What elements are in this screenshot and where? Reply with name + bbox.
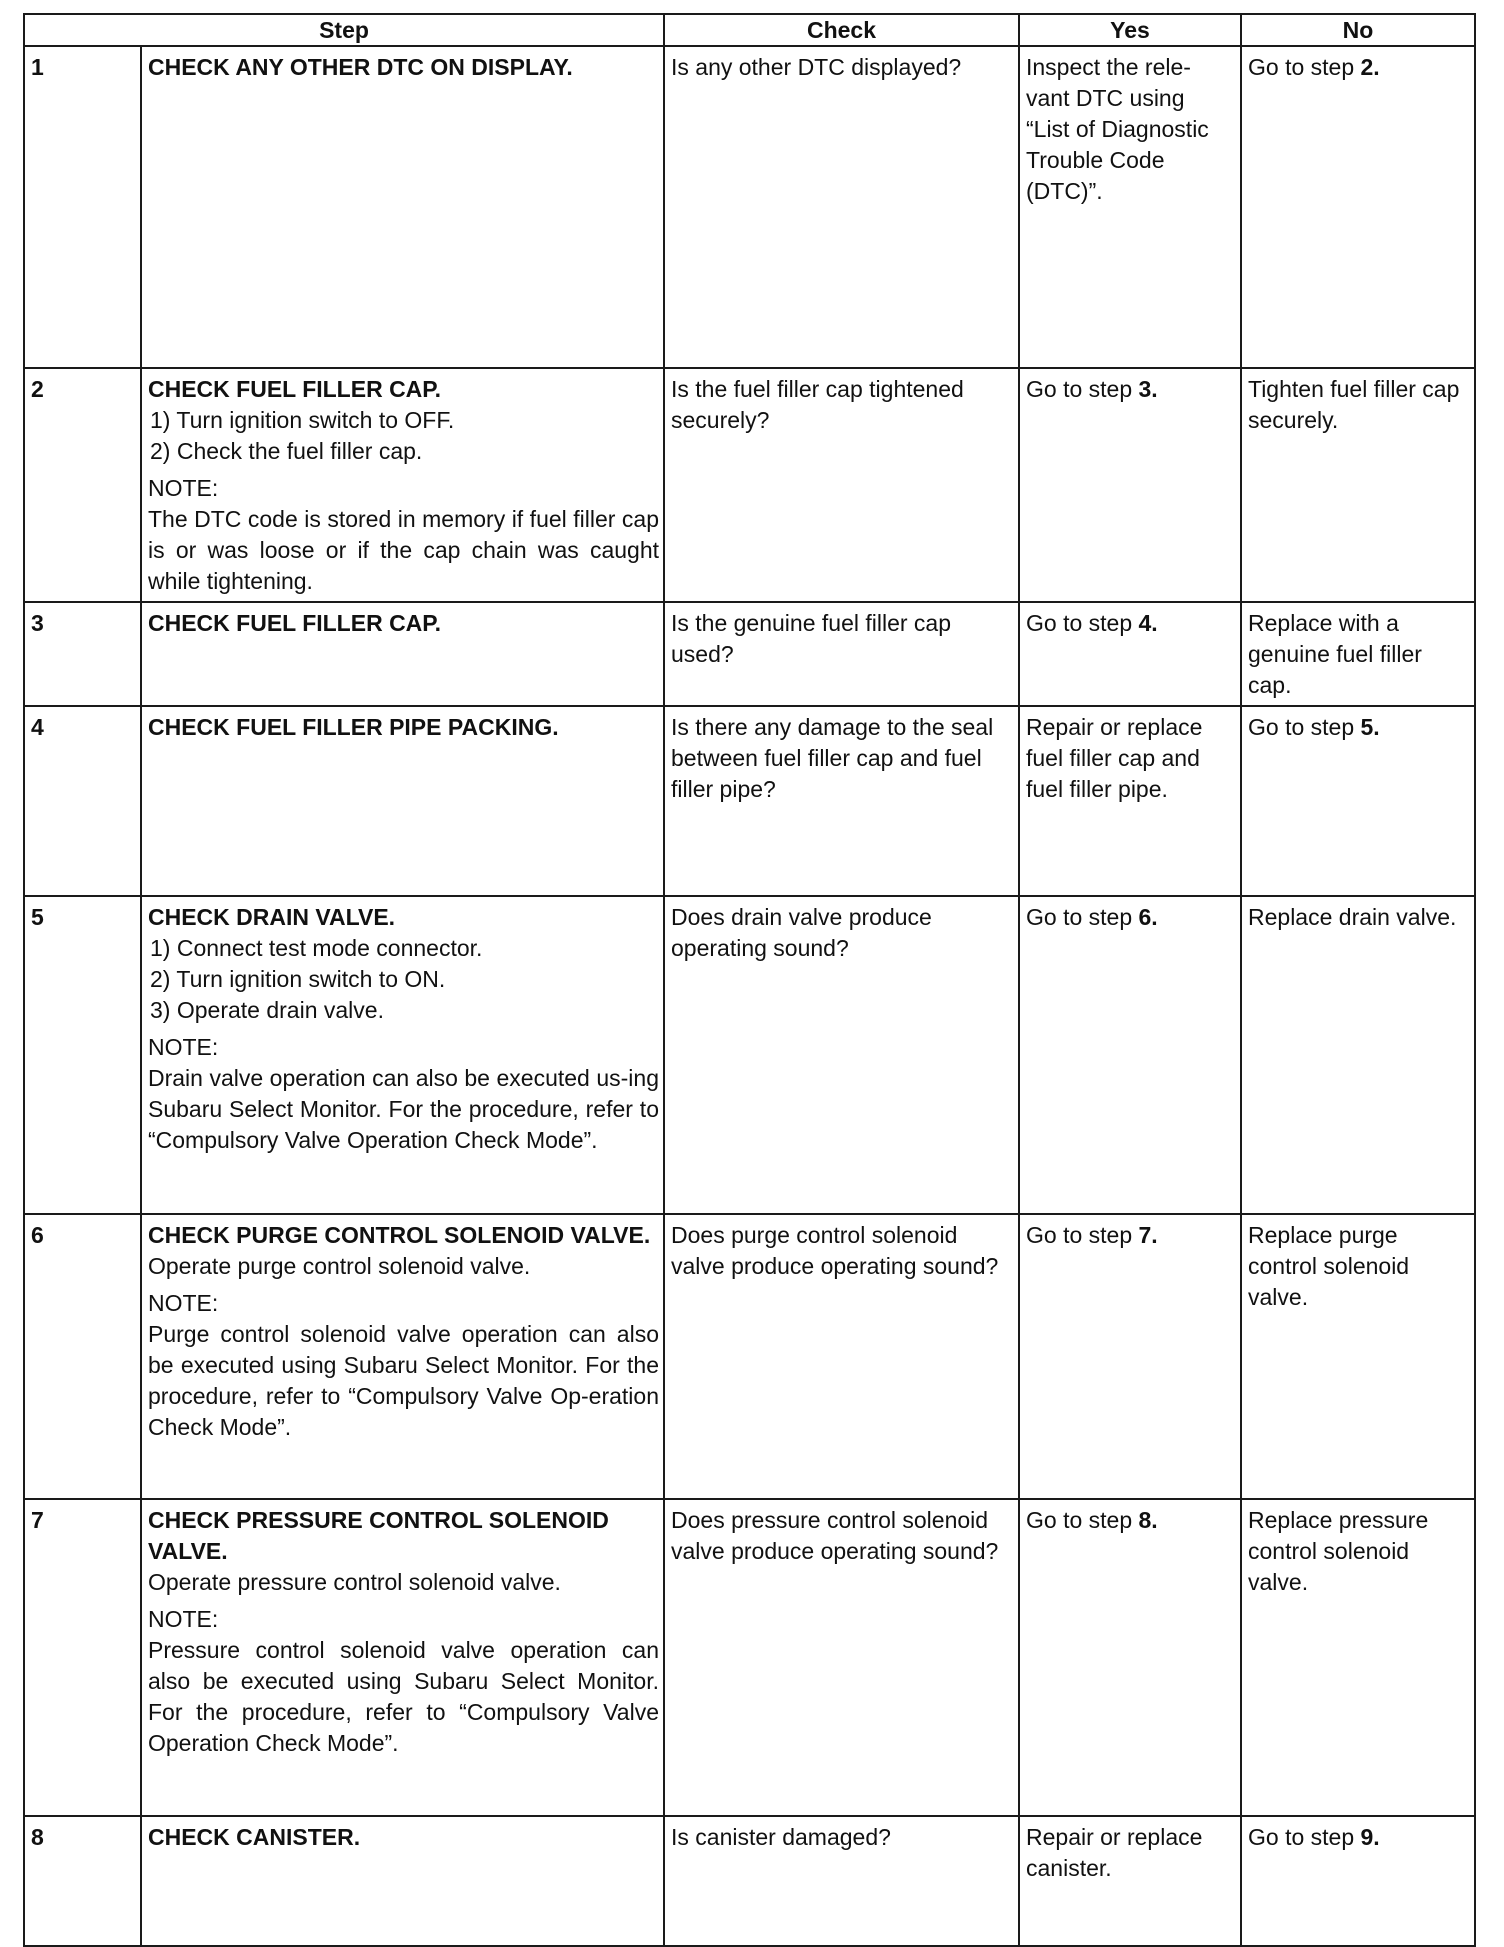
yes-text: Inspect the rele-vant DTC using “List of Diagnostic Trouble Code (DTC)”. [1026,54,1209,204]
step-number: 6 [24,1214,141,1499]
table-row [24,46,1475,368]
yes-cell [1019,1214,1241,1499]
yes-cell [1019,368,1241,602]
substep: 2) Check the fuel filler cap. [150,438,423,464]
note-text: Pressure control solenoid valve operation can also be executed using Subaru Select Monitor. For the procedure, refer to “Compulsory Valve Operation Check Mode”. [148,1637,659,1756]
no-text: Go to step [1248,54,1361,80]
diagnostic-table [23,13,1476,1947]
note-label: NOTE: [148,1290,219,1316]
yes-text: Go to step [1026,376,1139,402]
step-title: CHECK FUEL FILLER PIPE PACKING. [148,714,559,740]
step-description: Operate pressure control solenoid valve. [148,1569,561,1595]
yes-text: Go to step [1026,610,1139,636]
step-title: CHECK FUEL FILLER CAP. [148,610,442,636]
step-title: CHECK ANY OTHER DTC ON DISPLAY. [148,54,573,80]
yes-step-ref: 8. [1138,1507,1158,1533]
step-cell [141,1214,664,1499]
no-cell [1241,1214,1475,1499]
note-text: Drain valve operation can also be executed us-ing Subaru Select Monitor. For the procedure, refer to “Compulsory Valve Operation Check Mode”. [148,1065,659,1153]
table-row [24,706,1475,896]
no-text: Tighten fuel filler cap securely. [1248,376,1460,433]
substep: 2) Turn ignition switch to ON. [150,966,446,992]
no-cell [1241,46,1475,368]
yes-text: Repair or replace fuel filler cap and fuel filler pipe. [1026,714,1203,802]
yes-cell [1019,1816,1241,1946]
no-cell [1241,1499,1475,1816]
step-cell [141,896,664,1214]
substep: 1) Turn ignition switch to OFF. [150,407,455,433]
no-step-ref: 5. [1360,714,1380,740]
no-text: Replace purge control solenoid valve. [1248,1222,1410,1310]
no-step-ref: 2. [1360,54,1380,80]
note-label: NOTE: [148,1034,219,1060]
no-text: Replace drain valve. [1248,904,1457,930]
check-cell: Does pressure control solenoid valve produce operating sound? [664,1499,1019,1816]
step-title: CHECK PRESSURE CONTROL SOLENOID VALVE. [148,1507,609,1564]
table-row [24,1214,1475,1499]
step-number: 7 [24,1499,141,1816]
step-cell [141,706,664,896]
substep: 1) Connect test mode connector. [150,935,483,961]
yes-text: Go to step [1026,1222,1139,1248]
header-row [24,14,1475,46]
check-cell: Is there any damage to the seal between fuel filler cap and fuel filler pipe? [664,706,1019,896]
check-cell: Is any other DTC displayed? [664,46,1019,368]
check-cell: Is the fuel filler cap tightened securely? [664,368,1019,602]
note-text: The DTC code is stored in memory if fuel filler cap is or was loose or if the cap chain was caught while tightening. [148,506,659,594]
check-cell: Is the genuine fuel filler cap used? [664,602,1019,706]
step-cell [141,1816,664,1946]
yes-step-ref: 3. [1138,376,1158,402]
check-cell: Does purge control solenoid valve produce operating sound? [664,1214,1019,1499]
header-step: Step [24,14,664,46]
header-no: No [1241,14,1475,46]
note-text: Purge control solenoid valve operation can also be executed using Subaru Select Monitor. For the procedure, refer to “Compulsory Valve Op-eration Check Mode”. [148,1321,659,1440]
step-number: 3 [24,602,141,706]
yes-cell [1019,602,1241,706]
step-description: Operate purge control solenoid valve. [148,1253,531,1279]
yes-step-ref: 6. [1138,904,1158,930]
no-text: Go to step [1248,1824,1361,1850]
step-cell [141,1499,664,1816]
check-cell: Does drain valve produce operating sound? [664,896,1019,1214]
note-label: NOTE: [148,1606,219,1632]
step-title: CHECK FUEL FILLER CAP. [148,376,442,402]
yes-cell [1019,46,1241,368]
no-cell [1241,706,1475,896]
yes-cell [1019,706,1241,896]
no-text: Replace with a genuine fuel filler cap. [1248,610,1422,698]
check-cell: Is canister damaged? [664,1816,1019,1946]
step-cell [141,46,664,368]
yes-cell [1019,1499,1241,1816]
step-number: 8 [24,1816,141,1946]
no-cell [1241,602,1475,706]
yes-text: Repair or replace canister. [1026,1824,1203,1881]
no-text: Go to step [1248,714,1361,740]
table-row [24,1816,1475,1946]
step-number: 5 [24,896,141,1214]
yes-cell [1019,896,1241,1214]
table-row [24,368,1475,602]
yes-step-ref: 4. [1138,610,1158,636]
no-text: Replace pressure control solenoid valve. [1248,1507,1429,1595]
step-number: 4 [24,706,141,896]
step-title: CHECK DRAIN VALVE. [148,904,396,930]
yes-text: Go to step [1026,904,1139,930]
no-step-ref: 9. [1360,1824,1380,1850]
table-row [24,602,1475,706]
step-cell [141,602,664,706]
yes-text: Go to step [1026,1507,1139,1533]
no-cell [1241,368,1475,602]
substep: 3) Operate drain valve. [150,997,384,1023]
no-cell [1241,1816,1475,1946]
step-number: 1 [24,46,141,368]
step-number: 2 [24,368,141,602]
table-row [24,1499,1475,1816]
no-cell [1241,896,1475,1214]
header-yes: Yes [1019,14,1241,46]
table-row [24,896,1475,1214]
note-label: NOTE: [148,475,219,501]
step-title: CHECK PURGE CONTROL SOLENOID VALVE. [148,1222,651,1248]
step-cell [141,368,664,602]
header-check: Check [664,14,1019,46]
step-title: CHECK CANISTER. [148,1824,361,1850]
yes-step-ref: 7. [1138,1222,1158,1248]
